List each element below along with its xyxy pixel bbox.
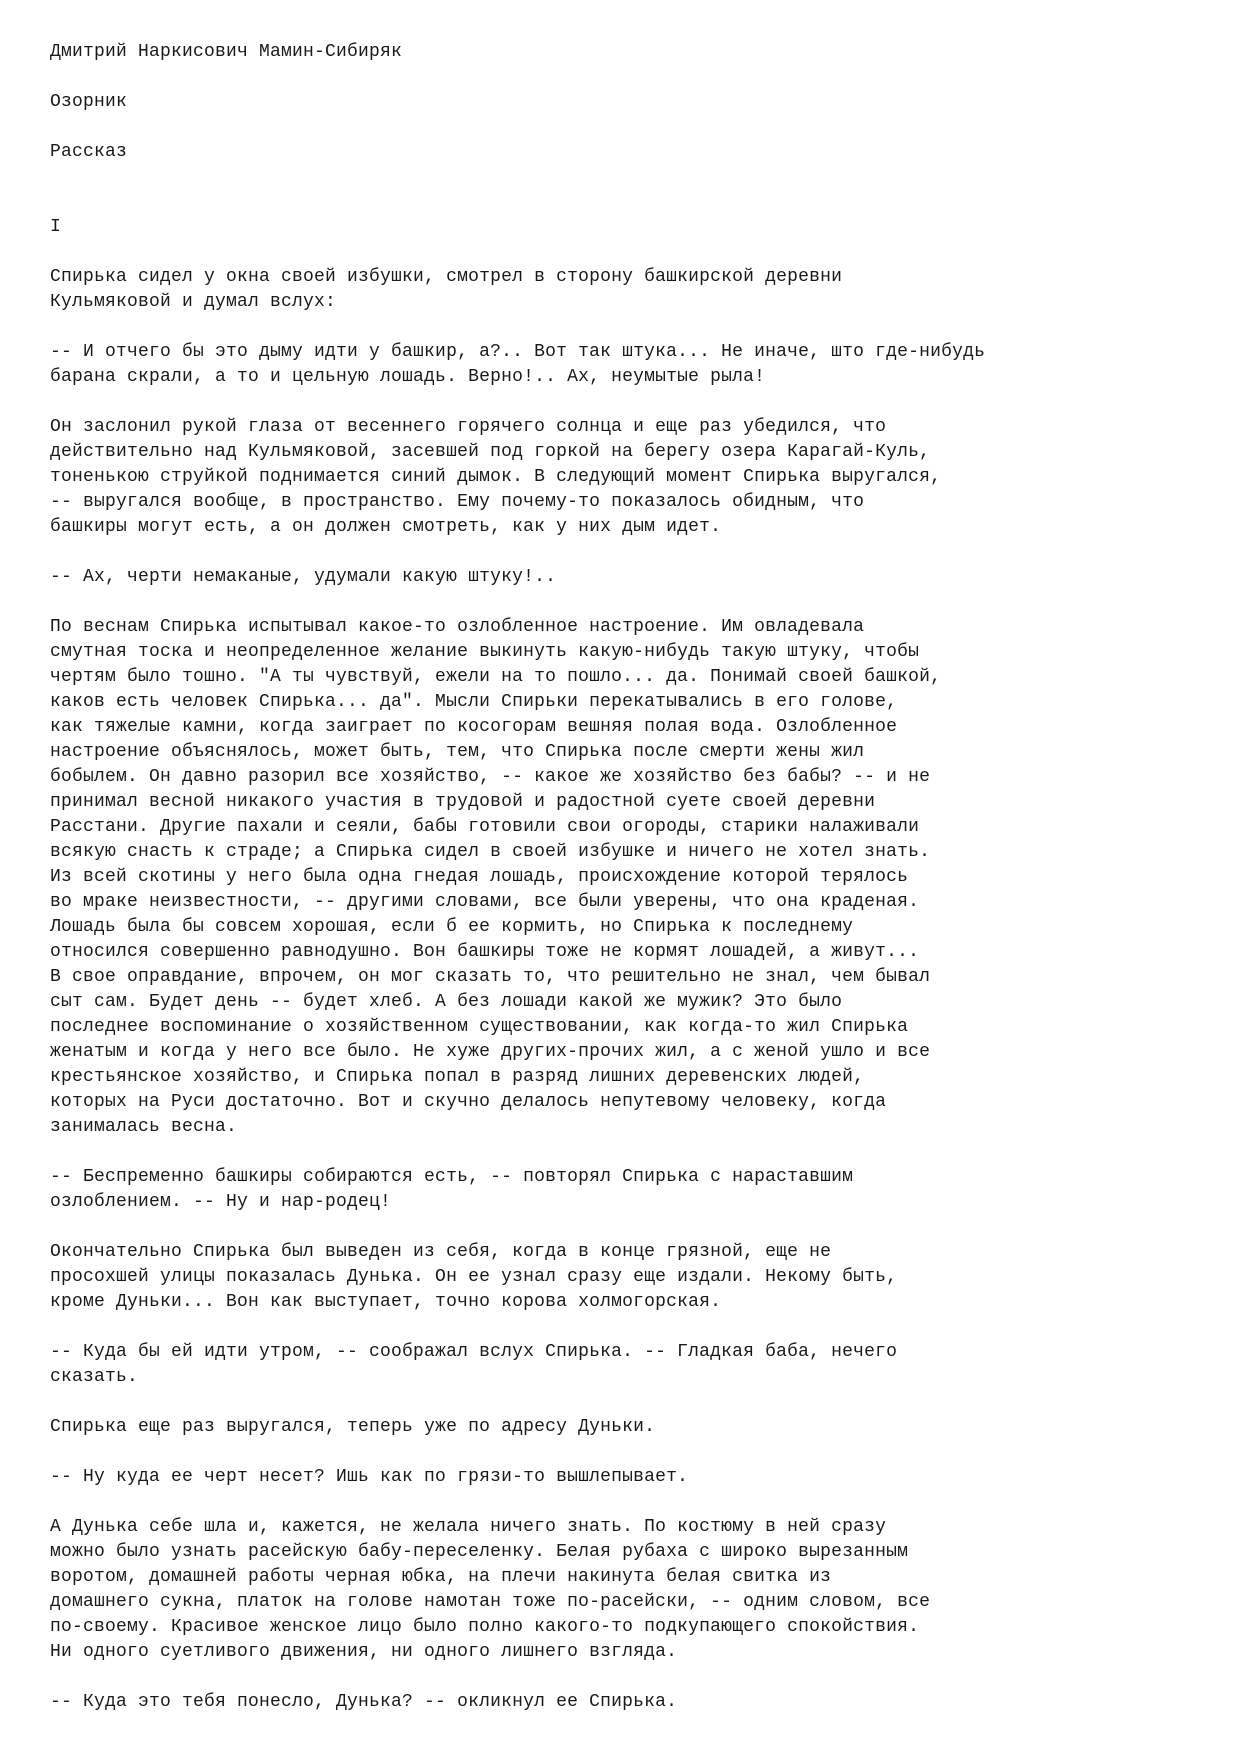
text-line: действительно над Кульмяковой, засевшей под горкой на берегу озера Карагай-Куль, xyxy=(50,442,931,462)
story-genre: Рассказ xyxy=(50,142,128,162)
document-page xyxy=(50,40,1210,1715)
text-line: во мраке неизвестности, -- другими словами, все были уверены, что она краденая. xyxy=(50,892,920,912)
text-line: принимал весной никакого участия в трудовой и радостной суете своей деревни xyxy=(50,792,876,812)
spacer xyxy=(50,115,1210,140)
paragraph-spacer xyxy=(50,1490,1210,1515)
text-line: Из всей скотины у него была одна гнедая лошадь, происхождение которой терялось xyxy=(50,867,909,887)
text-line: В свое оправдание, впрочем, он мог сказать то, что решительно не знал, чем бывал xyxy=(50,967,931,987)
text-line: -- Беспременно башкиры собираются есть, -- повторял Спирька с нараставшим xyxy=(50,1167,854,1187)
text-line: домашнего сукна, платок на голове намотан тоже по-расейски, -- одним словом, все xyxy=(50,1592,931,1612)
spacer xyxy=(50,165,1210,190)
text-line: Кульмяковой и думал вслух: xyxy=(50,292,337,312)
text-line: -- И отчего бы это дыму идти у башкир, а?.. Вот так штука... Не иначе, што где-нибудь xyxy=(50,342,986,362)
text-line: всякую снасть к страде; а Спирька сидел в своей избушке и ничего не хотел знать. xyxy=(50,842,931,862)
paragraph-spacer xyxy=(50,1440,1210,1465)
text-line: которых на Руси достаточно. Вот и скучно делалось непутевому человеку, когда xyxy=(50,1092,887,1112)
text-line: Ни одного суетливого движения, ни одного лишнего взгляда. xyxy=(50,1642,678,1662)
paragraph-spacer xyxy=(50,1315,1210,1340)
paragraph xyxy=(50,1465,1210,1490)
paragraph-spacer xyxy=(50,390,1210,415)
paragraph xyxy=(50,415,1210,540)
text-line: -- Ну куда ее черт несет? Ишь как по грязи-то вышлепывает. xyxy=(50,1467,689,1487)
paragraph-spacer xyxy=(50,1140,1210,1165)
paragraph xyxy=(50,1690,1210,1715)
text-line: -- выругался вообще, в пространство. Ему почему-то показалось обидным, что xyxy=(50,492,865,512)
paragraph xyxy=(50,1415,1210,1440)
paragraph-spacer xyxy=(50,590,1210,615)
paragraph-spacer xyxy=(50,540,1210,565)
text-line: Лошадь была бы совсем хорошая, если б ее кормить, но Спирька к последнему xyxy=(50,917,854,937)
text-line: Спирька сидел у окна своей избушки, смотрел в сторону башкирской деревни xyxy=(50,267,843,287)
text-line: -- Куда это тебя понесло, Дунька? -- окликнул ее Спирька. xyxy=(50,1692,678,1712)
text-line: по-своему. Красивое женское лицо было полно какого-то подкупающего спокойствия. xyxy=(50,1617,920,1637)
spacer xyxy=(50,240,1210,265)
paragraph-spacer xyxy=(50,1390,1210,1415)
text-line: Спирька еще раз выругался, теперь уже по адресу Дуньки. xyxy=(50,1417,656,1437)
text-line: сказать. xyxy=(50,1367,139,1387)
text-line: крестьянское хозяйство, и Спирька попал в разряд лишних деревенских людей, xyxy=(50,1067,865,1087)
text-line: -- Ах, черти немаканые, удумали какую штуку!.. xyxy=(50,567,557,587)
story-body xyxy=(50,265,1210,1715)
paragraph xyxy=(50,1240,1210,1315)
paragraph xyxy=(50,1340,1210,1390)
text-line: каков есть человек Спирька... да". Мысли Спирьки перекатывались в его голове, xyxy=(50,692,898,712)
text-line: Он заслонил рукой глаза от весеннего горячего солнца и еще раз убедился, что xyxy=(50,417,887,437)
text-line: бобылем. Он давно разорил все хозяйство, -- какое же хозяйство без бабы? -- и не xyxy=(50,767,931,787)
spacer xyxy=(50,65,1210,90)
paragraph xyxy=(50,1515,1210,1665)
paragraph xyxy=(50,615,1210,1140)
text-line: как тяжелые камни, когда заиграет по косогорам вешняя полая вода. Озлобленное xyxy=(50,717,898,737)
paragraph xyxy=(50,1165,1210,1215)
paragraph xyxy=(50,565,1210,590)
paragraph-spacer xyxy=(50,1665,1210,1690)
text-line: смутная тоска и неопределенное желание выкинуть какую-нибудь такую штуку, чтобы xyxy=(50,642,920,662)
spacer xyxy=(50,190,1210,215)
text-line: А Дунька себе шла и, кажется, не желала ничего знать. По костюму в ней сразу xyxy=(50,1517,887,1537)
story-title: Озорник xyxy=(50,92,128,112)
paragraph xyxy=(50,340,1210,390)
text-line: занималась весна. xyxy=(50,1117,238,1137)
text-line: чертям было тошно. "А ты чувствуй, ежели на то пошло... да. Понимай своей башкой, xyxy=(50,667,942,687)
paragraph-spacer xyxy=(50,1215,1210,1240)
author-name: Дмитрий Наркисович Мамин-Сибиряк xyxy=(50,42,403,62)
text-line: башкиры могут есть, а он должен смотреть, как у них дым идет. xyxy=(50,517,722,537)
text-line: воротом, домашней работы черная юбка, на плечи накинута белая свитка из xyxy=(50,1567,832,1587)
chapter-number: I xyxy=(50,217,62,237)
text-line: можно было узнать расейскую бабу-переселенку. Белая рубаха с широко вырезанным xyxy=(50,1542,909,1562)
text-line: Окончательно Спирька был выведен из себя, когда в конце грязной, еще не xyxy=(50,1242,832,1262)
text-line: относился совершенно равнодушно. Вон башкиры тоже не кормят лошадей, а живут... xyxy=(50,942,920,962)
text-line: -- Куда бы ей идти утром, -- соображал вслух Спирька. -- Гладкая баба, нечего xyxy=(50,1342,898,1362)
paragraph xyxy=(50,265,1210,315)
text-line: тоненькою струйкой поднимается синий дымок. В следующий момент Спирька выругался, xyxy=(50,467,942,487)
text-line: По веснам Спирька испытывал какое-то озлобленное настроение. Им овладевала xyxy=(50,617,865,637)
text-line: кроме Дуньки... Вон как выступает, точно корова холмогорская. xyxy=(50,1292,722,1312)
paragraph-spacer xyxy=(50,315,1210,340)
text-line: озлоблением. -- Ну и нар-родец! xyxy=(50,1192,392,1212)
text-line: последнее воспоминание о хозяйственном существовании, как когда-то жил Спирька xyxy=(50,1017,909,1037)
text-line: Расстани. Другие пахали и сеяли, бабы готовили свои огороды, старики налаживали xyxy=(50,817,920,837)
text-line: женатым и когда у него все было. Не хуже других-прочих жил, а с женой ушло и все xyxy=(50,1042,931,1062)
text-line: просохшей улицы показалась Дунька. Он ее узнал сразу еще издали. Некому быть, xyxy=(50,1267,898,1287)
text-line: настроение объяснялось, может быть, тем, что Спирька после смерти жены жил xyxy=(50,742,865,762)
text-line: барана скрали, а то и цельную лошадь. Верно!.. Ах, неумытые рыла! xyxy=(50,367,766,387)
text-line: сыт сам. Будет день -- будет хлеб. А без лошади какой же мужик? Это было xyxy=(50,992,843,1012)
